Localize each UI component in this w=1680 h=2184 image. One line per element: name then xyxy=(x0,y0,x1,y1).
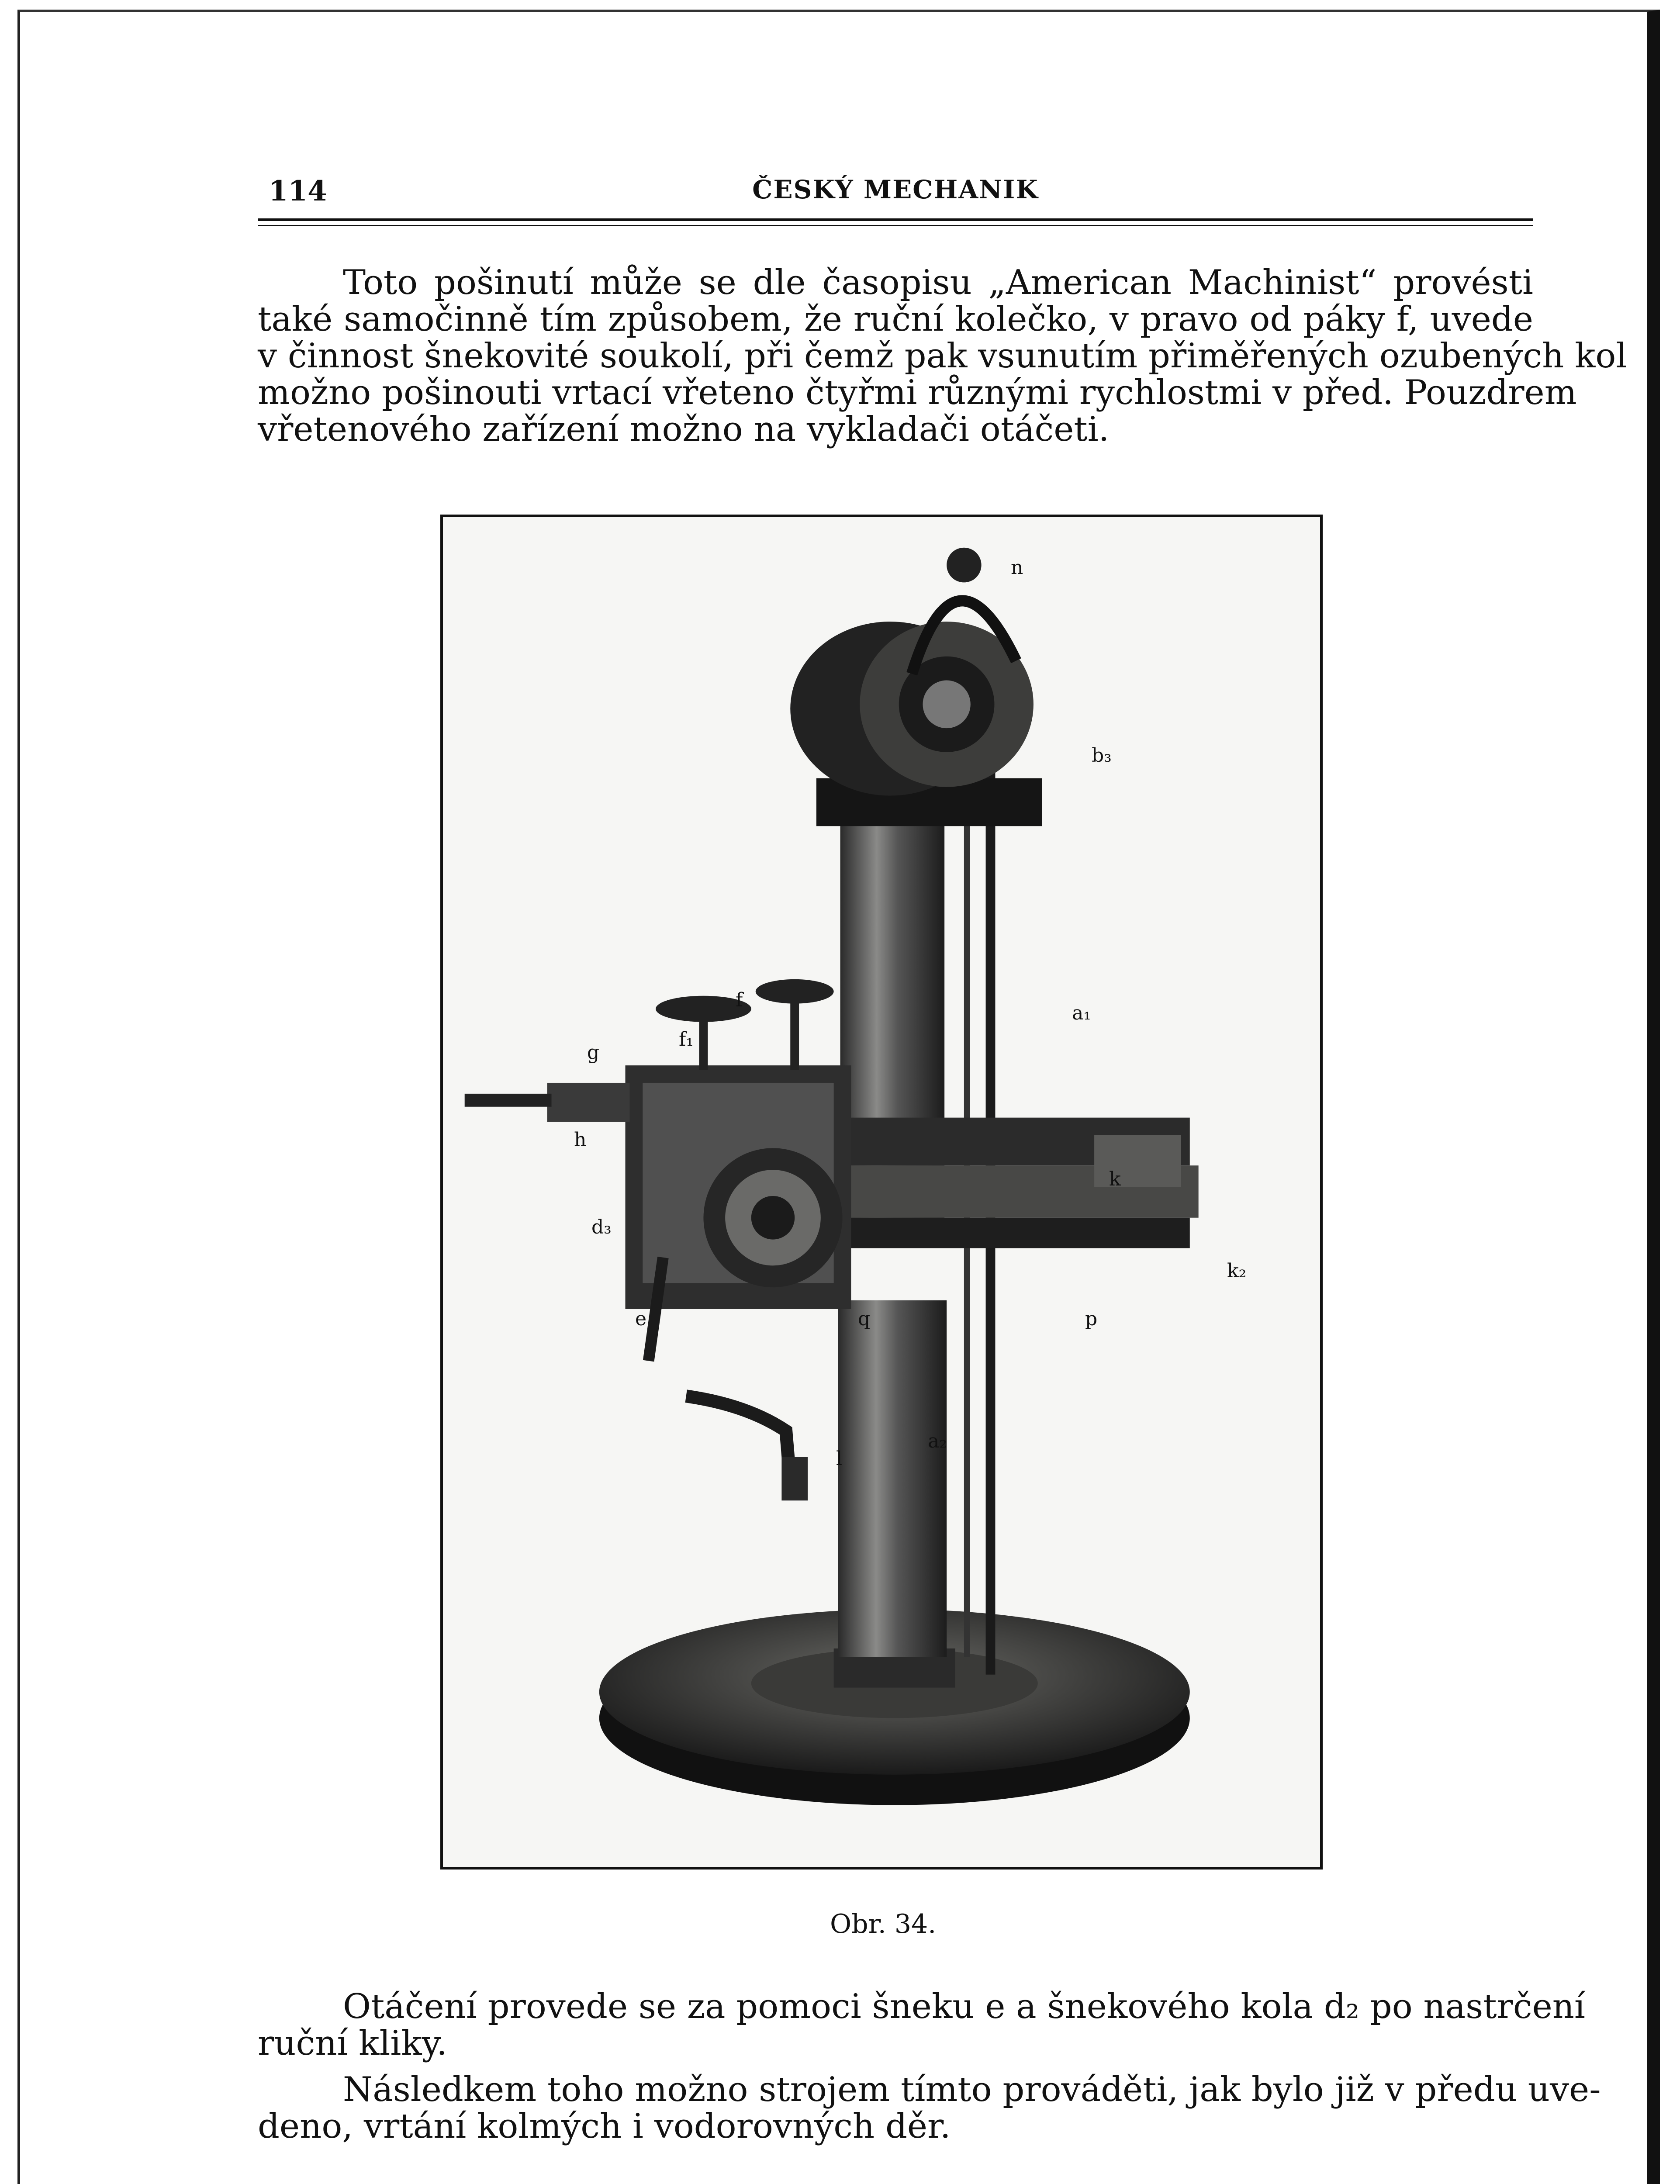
label-n: n xyxy=(1011,556,1023,579)
page-number: 114 xyxy=(269,175,327,207)
label-f: f xyxy=(736,989,743,1011)
paragraph-line: možno pošinouti vrtací vřeteno čtyřmi různými rychlostmi v před. Pouzdrem xyxy=(258,373,1577,412)
paragraph-line: Otáčení provede se za pomoci šneku e a šnekového kola d₂ po nastrčení xyxy=(343,1987,1585,2026)
figure-caption: Obr. 34. xyxy=(830,1909,937,1939)
paragraph-3 xyxy=(258,2070,1601,2146)
paragraph-line: vřetenového zařízení možno na vykladači otáčeti. xyxy=(258,410,1110,449)
label-f1: f₁ xyxy=(679,1028,694,1051)
paragraph-line: Následkem toho možno strojem tímto prováděti, jak bylo již v předu uve- xyxy=(343,2070,1601,2109)
label-e: e xyxy=(635,1308,647,1330)
label-k: k xyxy=(1109,1168,1121,1190)
paragraph-line: deno, vrtání kolmých i vodorovných děr. xyxy=(258,2107,951,2146)
header-rule xyxy=(258,218,1533,226)
label-g: g xyxy=(587,1041,600,1064)
paragraph-line: také samočinně tím způsobem, že ruční kolečko, v pravo od páky f, uvede xyxy=(258,300,1533,339)
paragraph-1 xyxy=(258,263,1627,449)
label-p: p xyxy=(1085,1308,1098,1330)
label-q: q xyxy=(858,1308,871,1330)
page-header xyxy=(258,175,1533,223)
label-k2: k₂ xyxy=(1227,1260,1247,1282)
paragraph-line: Toto pošinutí může se dle časopisu „American Machinist“ provésti xyxy=(343,263,1533,302)
paragraph-line: ruční kliky. xyxy=(258,2024,448,2063)
label-h: h xyxy=(574,1129,587,1151)
label-a1: a₁ xyxy=(1072,1002,1091,1024)
label-b3: b₃ xyxy=(1092,744,1112,767)
radial-drill-illustration xyxy=(443,517,1320,1867)
paragraph-2 xyxy=(258,1987,1585,2063)
running-title: ČESKÝ MECHANIK xyxy=(752,175,1039,204)
label-a2: a₂ xyxy=(928,1430,947,1452)
label-l: l xyxy=(836,1448,843,1470)
paragraph-line: v činnost šnekovité soukolí, při čemž pak vsunutím přiměřených ozubených kol xyxy=(258,336,1627,376)
machine-photograph xyxy=(440,515,1323,1870)
label-d3: d₃ xyxy=(591,1216,612,1238)
